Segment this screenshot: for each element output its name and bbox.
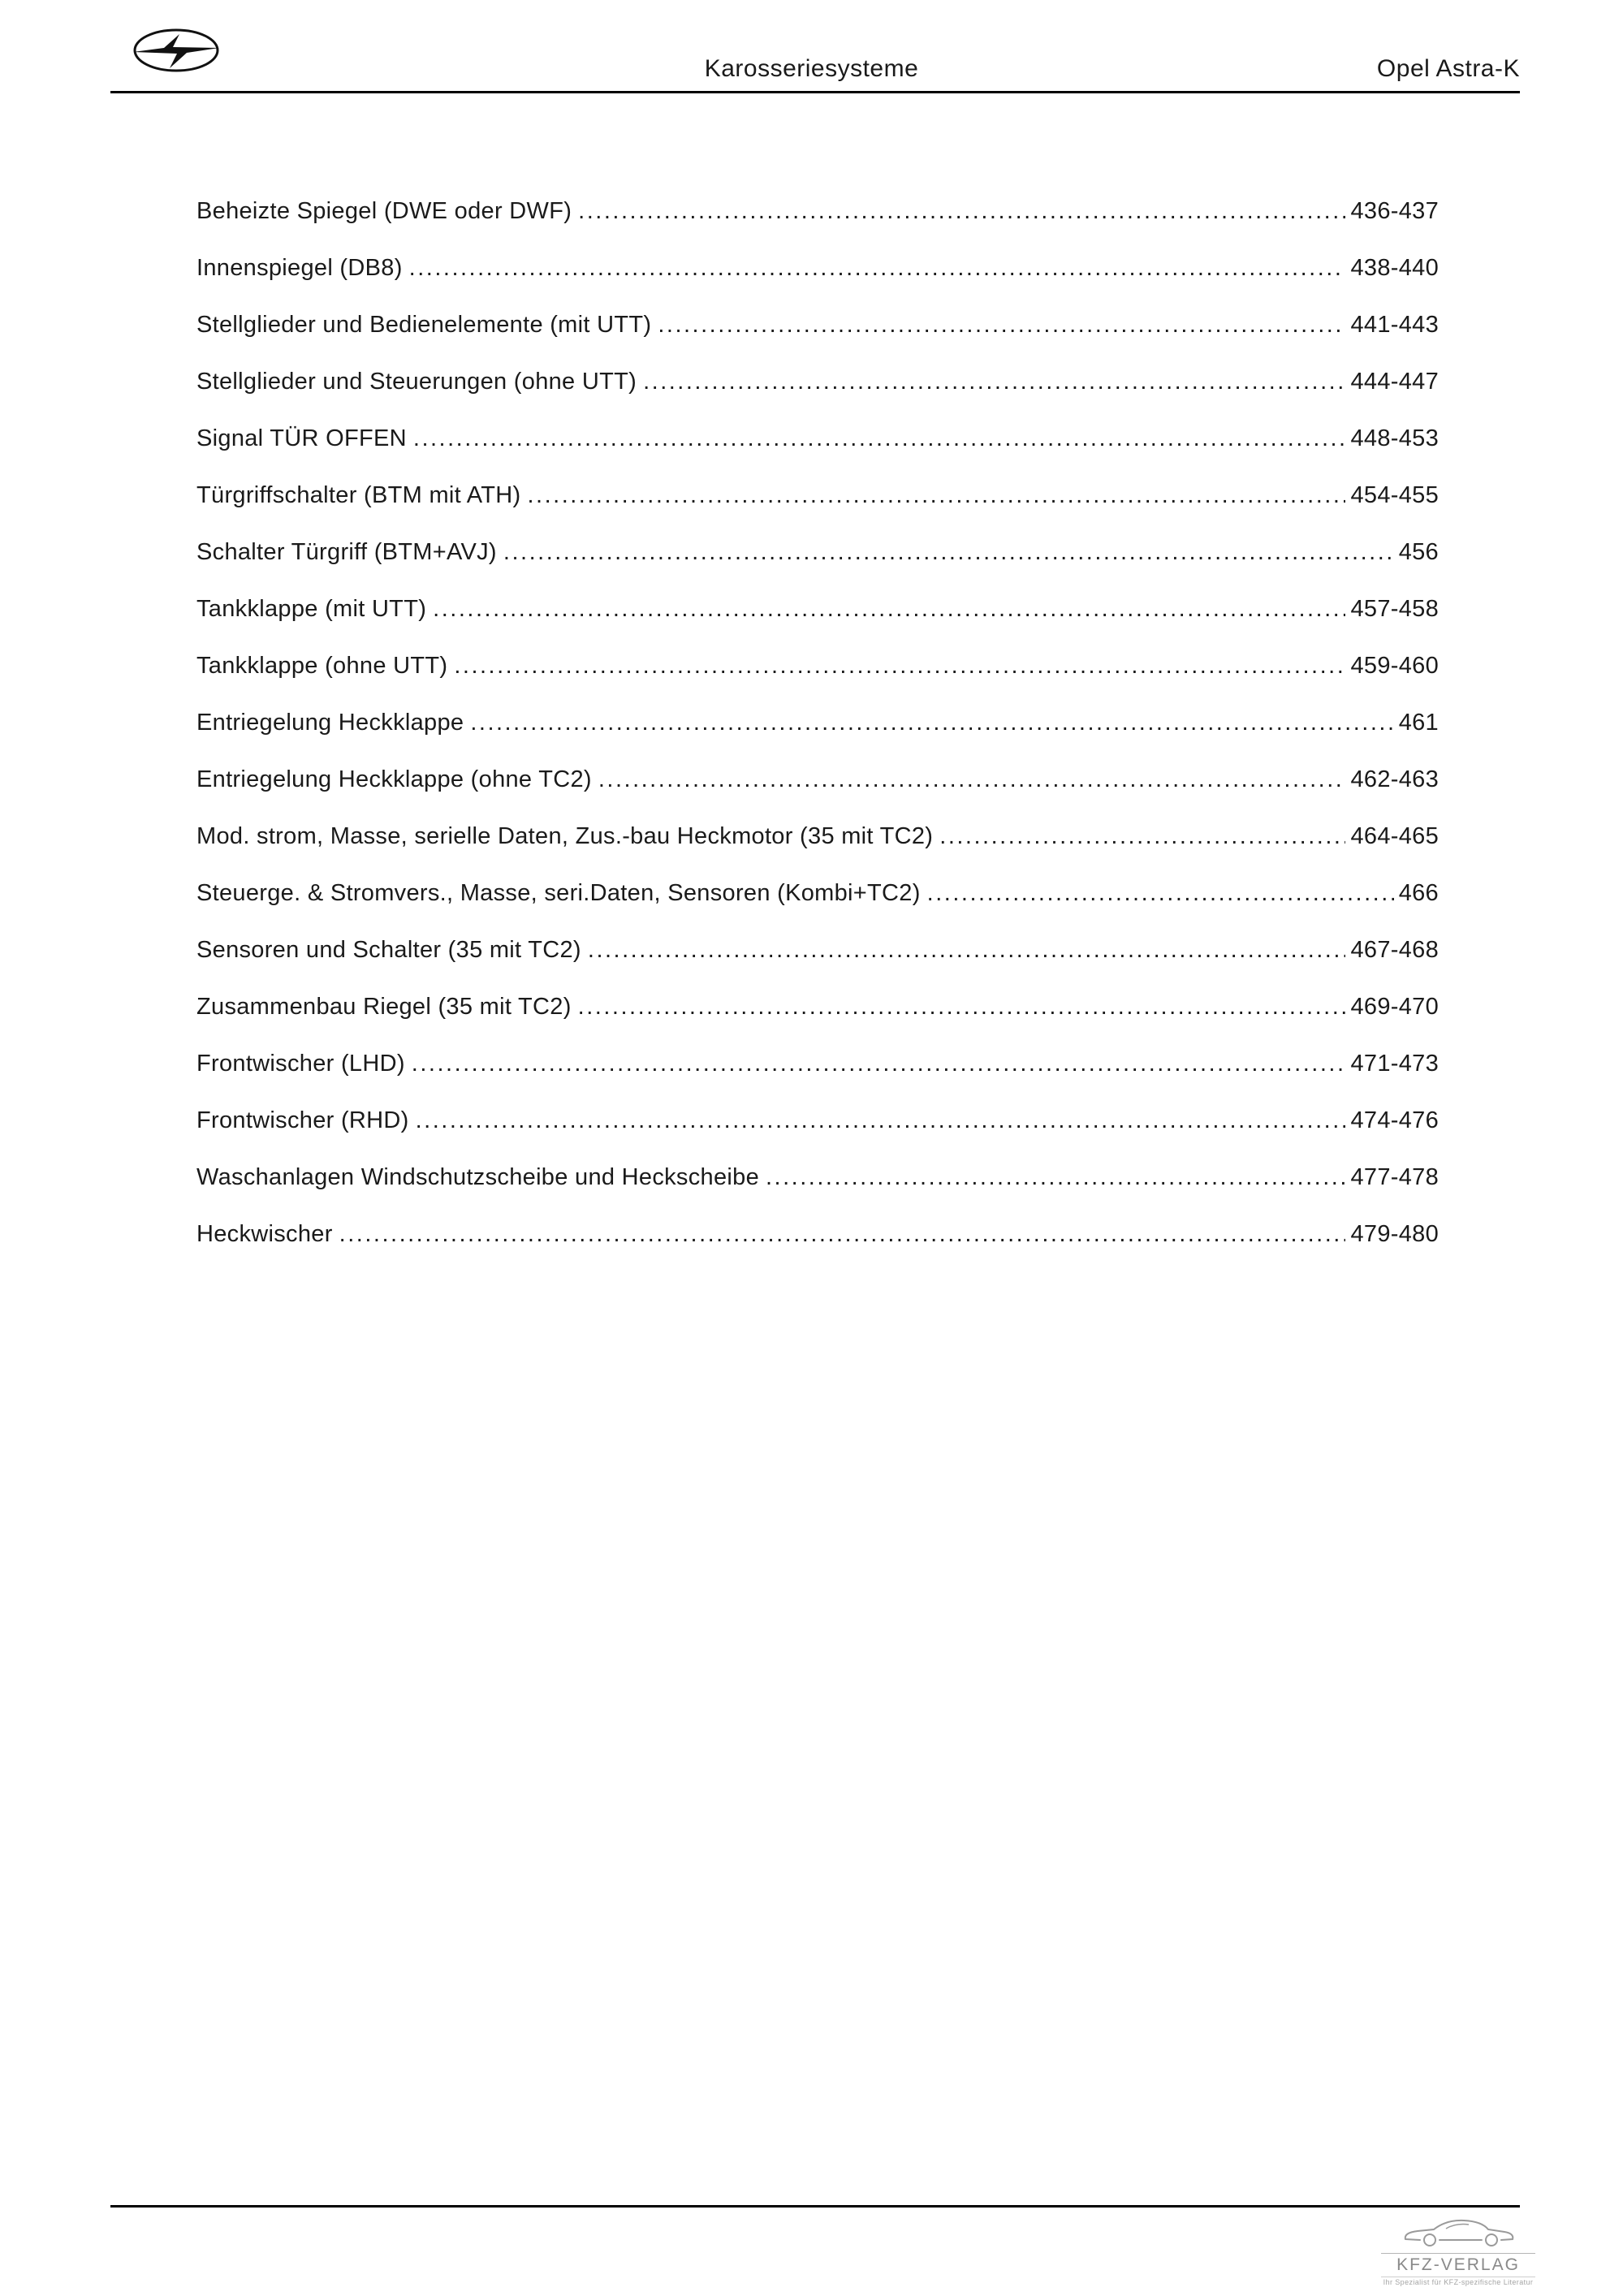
toc-entry-title: Steuerge. & Stromvers., Masse, seri.Daten, Sensoren (Kombi+TC2) [196,880,921,906]
toc-row [196,765,1439,794]
toc-entry-title: Waschanlagen Windschutzscheibe und Heckscheibe [196,1164,759,1190]
toc-entry-title: Stellglieder und Steuerungen (ohne UTT) [196,369,637,395]
toc-row [196,310,1439,339]
toc-row [196,1049,1439,1078]
toc-dots [578,992,1346,1021]
car-sketch-icon [1381,2215,1535,2251]
toc-row [196,537,1439,567]
toc-entry-title: Schalter Türgriff (BTM+AVJ) [196,539,497,565]
toc-dots [658,310,1345,339]
toc-dots [939,822,1345,851]
toc-row [196,196,1439,226]
toc-entry-pages: 436-437 [1350,198,1439,224]
toc-dots [433,594,1345,624]
footer-divider [110,2205,1520,2208]
toc-row [196,367,1439,396]
toc-row [196,992,1439,1021]
toc-dots [766,1163,1345,1192]
toc-dots [470,708,1393,737]
toc-entry-title: Signal TÜR OFFEN [196,425,407,451]
toc-entry-title: Stellglieder und Bedienelemente (mit UTT) [196,312,652,338]
toc-entry-pages: 456 [1398,539,1439,565]
toc-entry-title: Innenspiegel (DB8) [196,255,403,281]
page-header-model: Opel Astra-K [1376,55,1520,82]
toc-row [196,935,1439,965]
toc-list [196,196,1439,1276]
toc-row [196,651,1439,680]
toc-entry-pages: 448-453 [1350,425,1439,451]
toc-entry-title: Zusammenbau Riegel (35 mit TC2) [196,994,572,1020]
toc-dots [527,481,1345,510]
toc-dots [416,1106,1346,1135]
toc-entry-pages: 466 [1398,880,1439,906]
toc-entry-title: Beheizte Spiegel (DWE oder DWF) [196,198,572,224]
toc-row [196,1219,1439,1249]
publisher-logo [1381,2215,1535,2286]
toc-row [196,424,1439,453]
toc-entry-pages: 461 [1398,710,1439,736]
toc-entry-pages: 464-465 [1350,823,1439,849]
toc-entry-pages: 441-443 [1350,312,1439,338]
page-header-title: Karosseriesysteme [704,55,919,82]
toc-dots [598,765,1346,794]
toc-row [196,1163,1439,1192]
toc-entry-title: Entriegelung Heckklappe [196,710,464,736]
toc-row [196,594,1439,624]
toc-row [196,822,1439,851]
toc-entry-pages: 462-463 [1350,766,1439,792]
toc-entry-pages: 467-468 [1350,937,1439,963]
toc-dots [413,424,1346,453]
toc-row [196,481,1439,510]
toc-entry-pages: 474-476 [1350,1107,1439,1133]
toc-dots [454,651,1345,680]
publisher-tagline: Ihr Spezialist für KFZ-spezifische Literatur [1381,2277,1535,2286]
toc-entry-pages: 471-473 [1350,1051,1439,1077]
publisher-name: KFZ-VERLAG [1381,2253,1535,2275]
toc-row [196,878,1439,908]
toc-entry-pages: 444-447 [1350,369,1439,395]
toc-dots [578,196,1345,226]
page-header [0,0,1623,97]
toc-row [196,1106,1439,1135]
toc-entry-pages: 457-458 [1350,596,1439,622]
toc-entry-title: Türgriffschalter (BTM mit ATH) [196,482,521,508]
toc-dots [412,1049,1346,1078]
toc-entry-title: Frontwischer (LHD) [196,1051,405,1077]
toc-row [196,708,1439,737]
toc-entry-pages: 479-480 [1350,1221,1439,1247]
toc-entry-title: Sensoren und Schalter (35 mit TC2) [196,937,581,963]
toc-entry-pages: 459-460 [1350,653,1439,679]
toc-entry-title: Mod. strom, Masse, serielle Daten, Zus.-bau Heckmotor (35 mit TC2) [196,823,934,849]
toc-row [196,253,1439,283]
toc-dots [643,367,1345,396]
toc-entry-title: Frontwischer (RHD) [196,1107,409,1133]
opel-logo-icon [128,23,224,82]
header-divider [110,91,1520,93]
toc-entry-title: Entriegelung Heckklappe (ohne TC2) [196,766,592,792]
toc-entry-title: Heckwischer [196,1221,333,1247]
toc-dots [588,935,1346,965]
toc-dots [927,878,1394,908]
toc-entry-title: Tankklappe (ohne UTT) [196,653,448,679]
toc-entry-pages: 469-470 [1350,994,1439,1020]
toc-dots [503,537,1394,567]
toc-dots [339,1219,1346,1249]
toc-entry-pages: 477-478 [1350,1164,1439,1190]
toc-entry-title: Tankklappe (mit UTT) [196,596,427,622]
toc-dots [409,253,1346,283]
toc-entry-pages: 454-455 [1350,482,1439,508]
toc-entry-pages: 438-440 [1350,255,1439,281]
